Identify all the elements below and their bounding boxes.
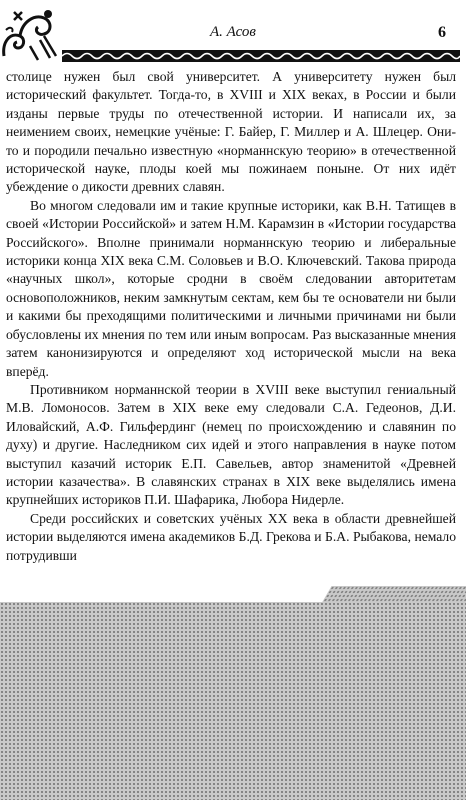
paragraph-4: Среди российских и советских учёных XX века в области древнейшей истории выделяются имена академиков Б.Д. Грекова и Б.А. Рыбакова, немало потрудивши (6, 510, 456, 563)
paragraph-2: Во многом следовали им и такие крупные историки, как В.Н. Татищев в своей «Истории Российской» и затем Н.М. Карамзин в «Истории государства Российского». Вполне принимали норманнскую теорию и либеральные историки конца XIX века С.М. Соловьев и В.О. Ключевский. Такова природа «научных школ», которые сродни в своём следовании авторитетам основоположников, неким замкнутым сектам, кем бы те основатели ни были и какими бы преходящими политическими и личными причинами ни были обусловлены их мнения по тем или иным вопросам. Раз высказанные мнения затем канонизируются и определяют ход исторической мысли на века вперёд. (6, 197, 456, 379)
ornament-icon (0, 6, 62, 62)
paragraph-3: Противником норманнской теории в XVIII веке выступил гениальный М.В. Ломоносов. Затем в XIX веке ему следовали С.А. Гедеонов, Д.И. Иловайский, А.Ф. Гильфердинг (немец по происхождению и славянин по духу) и другие. Наследником сих идей и этого направления в науке потом выступил казачий историк Е.П. Савельев, автор знаменитой «Древней истории казачества». В славянских странах в XIX веке выделялись имена крупнейших историков П.И. Шафарика, Любора Нидерле. (6, 381, 456, 508)
page-number: 6 (438, 24, 446, 41)
body-text (6, 68, 456, 565)
paragraph-1: столице нужен был свой университет. А университету нужен был исторический факультет. Тогда-то, в XVIII и XIX веках, в России и были изданы первые труды по отечественной истории. И написали их, за неимением своих, немецкие учёные: Г. Байер, Г. Миллер и А. Шлецер. Они-то и породили печально известную «норманнскую теорию» в отечественной исторической науке, плоды коей мы пожинаем поныне. От них идёт убеждение о дикости древних славян. (6, 69, 456, 195)
scan-mask (0, 602, 466, 800)
header-rule (62, 50, 460, 62)
running-head: А. Асов (210, 24, 256, 40)
page-header (0, 0, 466, 70)
